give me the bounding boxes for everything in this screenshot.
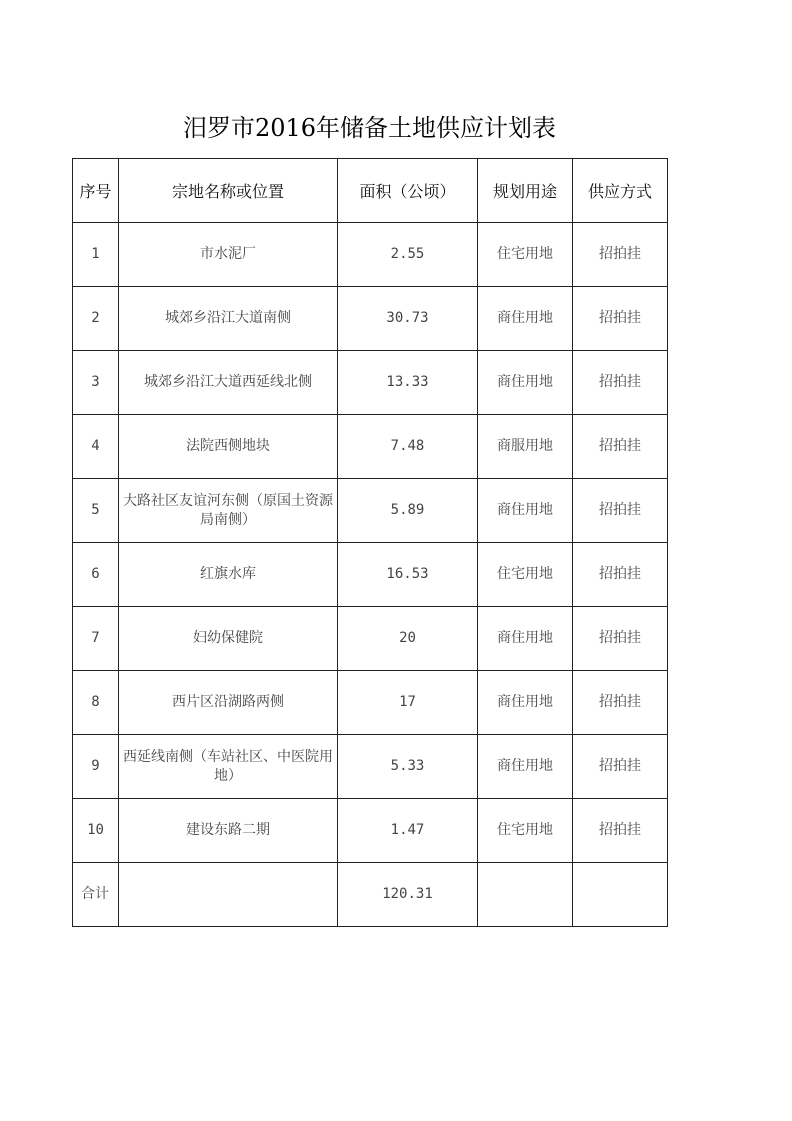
column-header-area: 面积（公顷） — [338, 159, 478, 223]
total-area-cell: 120.31 — [338, 863, 478, 927]
total-row — [73, 863, 668, 927]
area-cell: 13.33 — [338, 351, 478, 415]
land-name-cell: 法院西侧地块 — [119, 415, 338, 479]
empty-cell — [573, 863, 668, 927]
table-row — [73, 671, 668, 735]
use-cell: 住宅用地 — [478, 799, 573, 863]
table-row — [73, 351, 668, 415]
land-name-cell: 城郊乡沿江大道南侧 — [119, 287, 338, 351]
area-cell: 5.33 — [338, 735, 478, 799]
area-cell: 5.89 — [338, 479, 478, 543]
method-cell: 招拍挂 — [573, 415, 668, 479]
total-label-cell: 合计 — [73, 863, 119, 927]
land-name-cell: 市水泥厂 — [119, 223, 338, 287]
column-header-serial: 序号 — [73, 159, 119, 223]
table-row — [73, 287, 668, 351]
use-cell: 商住用地 — [478, 351, 573, 415]
table-row — [73, 415, 668, 479]
method-cell: 招拍挂 — [573, 223, 668, 287]
use-cell: 住宅用地 — [478, 543, 573, 607]
area-cell: 16.53 — [338, 543, 478, 607]
serial-cell: 9 — [73, 735, 119, 799]
land-name-cell: 西延线南侧（车站社区、中医院用地） — [119, 735, 338, 799]
land-name-cell: 红旗水库 — [119, 543, 338, 607]
serial-cell: 2 — [73, 287, 119, 351]
serial-cell: 1 — [73, 223, 119, 287]
method-cell: 招拍挂 — [573, 479, 668, 543]
use-cell: 商住用地 — [478, 479, 573, 543]
method-cell: 招拍挂 — [573, 351, 668, 415]
land-name-cell: 妇幼保健院 — [119, 607, 338, 671]
table-row — [73, 799, 668, 863]
serial-cell: 5 — [73, 479, 119, 543]
serial-cell: 7 — [73, 607, 119, 671]
method-cell: 招拍挂 — [573, 799, 668, 863]
empty-cell — [478, 863, 573, 927]
method-cell: 招拍挂 — [573, 735, 668, 799]
method-cell: 招拍挂 — [573, 671, 668, 735]
column-header-method: 供应方式 — [573, 159, 668, 223]
serial-cell: 8 — [73, 671, 119, 735]
use-cell: 商住用地 — [478, 735, 573, 799]
area-cell: 20 — [338, 607, 478, 671]
use-cell: 商住用地 — [478, 671, 573, 735]
serial-cell: 6 — [73, 543, 119, 607]
table-row — [73, 735, 668, 799]
table-row — [73, 607, 668, 671]
land-name-cell: 城郊乡沿江大道西延线北侧 — [119, 351, 338, 415]
column-header-use: 规划用途 — [478, 159, 573, 223]
area-cell: 7.48 — [338, 415, 478, 479]
table-row — [73, 543, 668, 607]
serial-cell: 10 — [73, 799, 119, 863]
document-title: 汨罗市2016年储备土地供应计划表 — [182, 114, 557, 142]
empty-cell — [119, 863, 338, 927]
table-header-row — [73, 159, 668, 223]
area-cell: 2.55 — [338, 223, 478, 287]
method-cell: 招拍挂 — [573, 543, 668, 607]
use-cell: 住宅用地 — [478, 223, 573, 287]
use-cell: 商住用地 — [478, 287, 573, 351]
column-header-name: 宗地名称或位置 — [119, 159, 338, 223]
land-name-cell: 大路社区友谊河东侧（原国土资源局南侧） — [119, 479, 338, 543]
area-cell: 30.73 — [338, 287, 478, 351]
area-cell: 1.47 — [338, 799, 478, 863]
table-row — [73, 223, 668, 287]
land-supply-table — [72, 158, 668, 927]
area-cell: 17 — [338, 671, 478, 735]
land-name-cell: 建设东路二期 — [119, 799, 338, 863]
serial-cell: 3 — [73, 351, 119, 415]
method-cell: 招拍挂 — [573, 607, 668, 671]
use-cell: 商住用地 — [478, 607, 573, 671]
use-cell: 商服用地 — [478, 415, 573, 479]
serial-cell: 4 — [73, 415, 119, 479]
table-row — [73, 479, 668, 543]
method-cell: 招拍挂 — [573, 287, 668, 351]
land-name-cell: 西片区沿湖路两侧 — [119, 671, 338, 735]
